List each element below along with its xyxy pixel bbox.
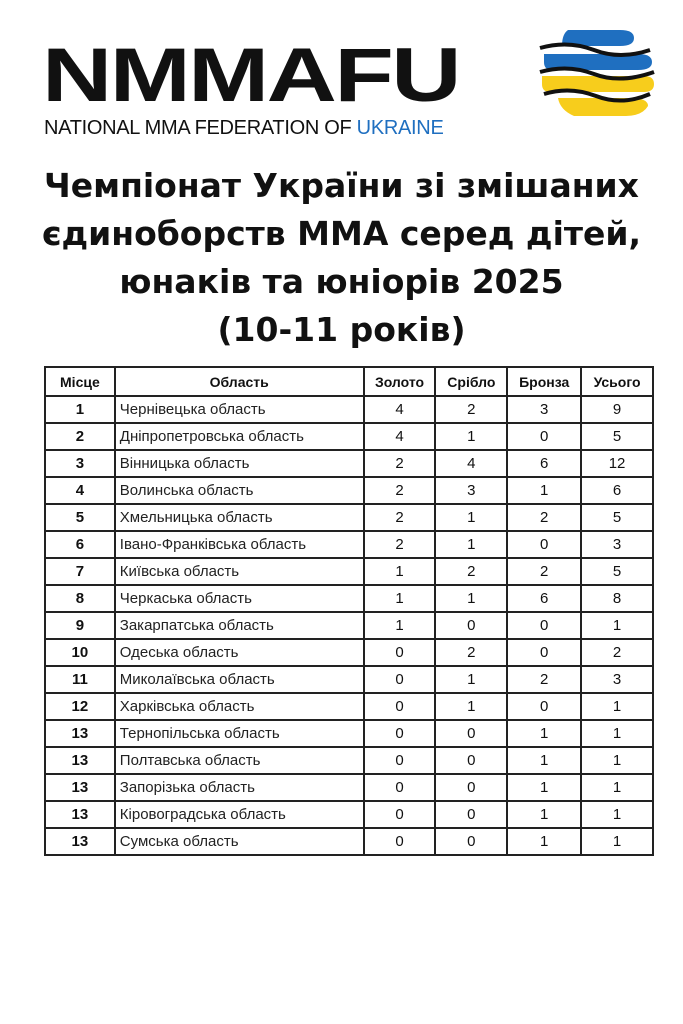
cell-bronze: 0 [507,693,581,720]
logo-wordmark: NMMAFU [42,33,459,118]
cell-total: 12 [581,450,653,477]
cell-region: Вінницька область [115,450,364,477]
cell-bronze: 0 [507,639,581,666]
cell-region: Чернівецька область [115,396,364,423]
cell-gold: 0 [364,801,436,828]
header-total: Усього [581,367,653,396]
cell-bronze: 3 [507,396,581,423]
cell-total: 3 [581,531,653,558]
cell-region: Волинська область [115,477,364,504]
cell-gold: 0 [364,774,436,801]
cell-total: 2 [581,639,653,666]
cell-region: Запорізька область [115,774,364,801]
cell-total: 5 [581,423,653,450]
cell-bronze: 2 [507,558,581,585]
cell-place: 2 [45,423,115,450]
cell-place: 13 [45,720,115,747]
table-row [45,450,653,477]
cell-total: 1 [581,774,653,801]
cell-region: Одеська область [115,639,364,666]
title-line-2: єдиноборств ММА серед дітей, [41,214,642,253]
cell-bronze: 1 [507,828,581,855]
cell-place: 7 [45,558,115,585]
cell-silver: 1 [435,504,507,531]
cell-total: 1 [581,828,653,855]
cell-place: 10 [45,639,115,666]
cell-gold: 0 [364,639,436,666]
page-title [0,162,683,354]
logo-subtitle [44,116,443,140]
cell-gold: 0 [364,720,436,747]
table-row [45,801,653,828]
cell-bronze: 2 [507,504,581,531]
cell-place: 5 [45,504,115,531]
table-row [45,666,653,693]
cell-region: Черкаська область [115,585,364,612]
header-place: Місце [45,367,115,396]
cell-silver: 4 [435,450,507,477]
table-row [45,720,653,747]
cell-gold: 4 [364,423,436,450]
cell-silver: 1 [435,531,507,558]
cell-gold: 0 [364,666,436,693]
results-table [44,366,654,856]
cell-total: 1 [581,612,653,639]
ukraine-flag-wave-icon [538,24,658,120]
cell-gold: 2 [364,450,436,477]
cell-place: 4 [45,477,115,504]
cell-total: 3 [581,666,653,693]
cell-bronze: 1 [507,801,581,828]
cell-silver: 0 [435,774,507,801]
cell-place: 13 [45,747,115,774]
header-gold: Золото [364,367,436,396]
cell-silver: 2 [435,558,507,585]
cell-region: Полтавська область [115,747,364,774]
cell-place: 12 [45,693,115,720]
cell-bronze: 6 [507,450,581,477]
title-line-1: Чемпіонат України зі змішаних [44,166,639,205]
cell-gold: 4 [364,396,436,423]
cell-silver: 1 [435,585,507,612]
cell-region: Київська область [115,558,364,585]
cell-total: 5 [581,504,653,531]
header-silver: Срібло [435,367,507,396]
cell-region: Івано-Франківська область [115,531,364,558]
cell-place: 3 [45,450,115,477]
title-line-4: (10-11 років) [217,310,466,349]
logo-subtitle-accent: UKRAINE [356,117,444,139]
cell-gold: 2 [364,531,436,558]
cell-total: 6 [581,477,653,504]
cell-gold: 2 [364,504,436,531]
cell-region: Тернопільська область [115,720,364,747]
cell-silver: 1 [435,693,507,720]
cell-region: Кіровоградська область [115,801,364,828]
table-row [45,747,653,774]
table-row [45,531,653,558]
cell-bronze: 1 [507,477,581,504]
cell-place: 13 [45,828,115,855]
cell-place: 13 [45,801,115,828]
cell-bronze: 0 [507,612,581,639]
cell-total: 1 [581,720,653,747]
cell-place: 6 [45,531,115,558]
header-bronze: Бронза [507,367,581,396]
cell-silver: 0 [435,828,507,855]
cell-silver: 1 [435,666,507,693]
cell-total: 8 [581,585,653,612]
cell-region: Харківська область [115,693,364,720]
cell-gold: 0 [364,828,436,855]
cell-region: Хмельницька область [115,504,364,531]
cell-bronze: 1 [507,720,581,747]
cell-gold: 2 [364,477,436,504]
cell-region: Миколаївська область [115,666,364,693]
cell-total: 1 [581,747,653,774]
cell-silver: 0 [435,801,507,828]
table-row [45,477,653,504]
cell-place: 9 [45,612,115,639]
cell-total: 5 [581,558,653,585]
cell-place: 11 [45,666,115,693]
cell-silver: 2 [435,396,507,423]
cell-region: Закарпатська область [115,612,364,639]
cell-silver: 0 [435,747,507,774]
table-row [45,504,653,531]
cell-bronze: 2 [507,666,581,693]
cell-region: Дніпропетровська область [115,423,364,450]
emblem-dark-wave-1 [540,44,650,55]
table-row [45,774,653,801]
table-row [45,423,653,450]
cell-place: 13 [45,774,115,801]
table-header-row [45,367,653,396]
cell-total: 1 [581,693,653,720]
cell-bronze: 6 [507,585,581,612]
cell-silver: 2 [435,639,507,666]
cell-silver: 3 [435,477,507,504]
table-row [45,585,653,612]
cell-bronze: 0 [507,531,581,558]
table-row [45,828,653,855]
cell-bronze: 0 [507,423,581,450]
table-row [45,639,653,666]
cell-gold: 1 [364,558,436,585]
cell-silver: 0 [435,720,507,747]
cell-region: Сумська область [115,828,364,855]
title-line-3: юнаків та юніорів 2025 [119,262,564,301]
cell-bronze: 1 [507,774,581,801]
logo-subtitle-main: NATIONAL MMA FEDERATION OF [44,117,357,139]
cell-total: 9 [581,396,653,423]
cell-gold: 0 [364,693,436,720]
cell-bronze: 1 [507,747,581,774]
cell-total: 1 [581,801,653,828]
cell-silver: 1 [435,423,507,450]
cell-silver: 0 [435,612,507,639]
table-row [45,612,653,639]
table-row [45,396,653,423]
table-row [45,558,653,585]
cell-place: 1 [45,396,115,423]
cell-gold: 1 [364,612,436,639]
cell-gold: 0 [364,747,436,774]
cell-place: 8 [45,585,115,612]
header-region: Область [115,367,364,396]
cell-gold: 1 [364,585,436,612]
table-row [45,693,653,720]
